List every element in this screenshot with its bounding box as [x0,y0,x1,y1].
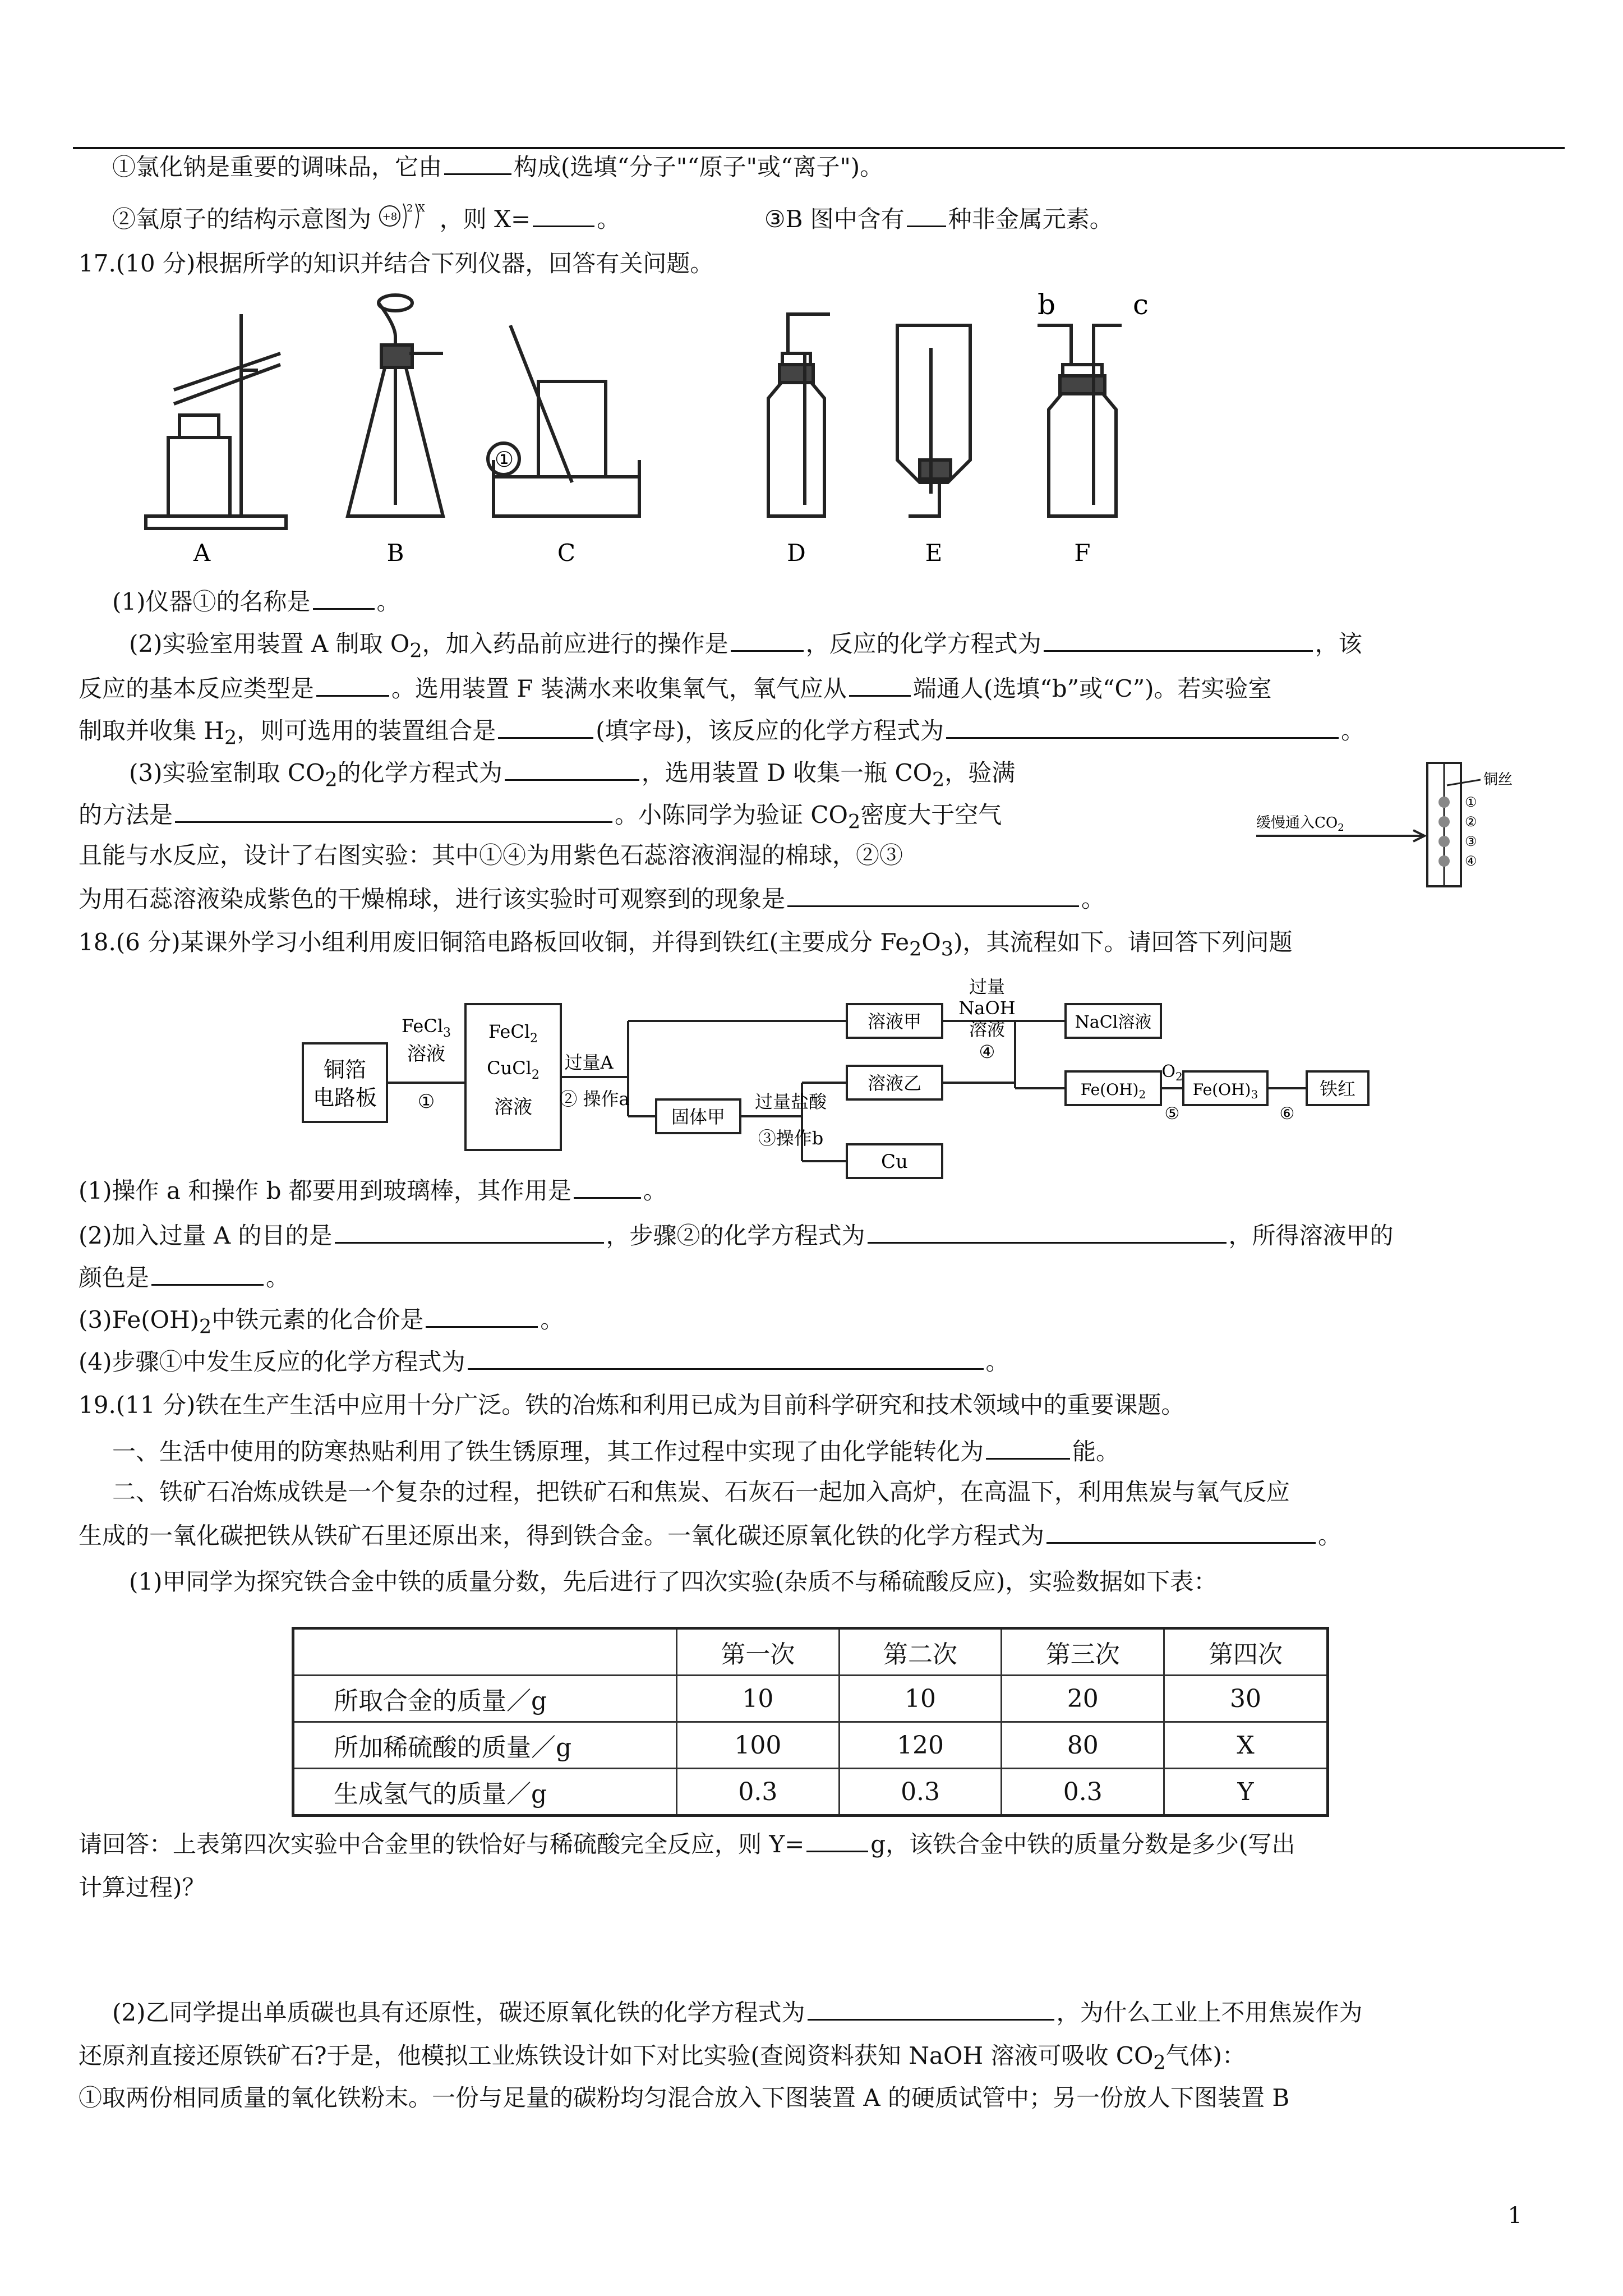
table-cell: 10 [677,1676,840,1722]
table-row [293,1676,1328,1722]
copper-wire-label: 铜丝 [1483,771,1513,788]
oxygen-shell-1: 2 [407,203,413,214]
cotton-mark-4: ④ [1465,853,1477,869]
table-cell: 80 [1002,1722,1164,1769]
q19-ask-line1: 请回答：上表第四次实验中合金里的铁恰好与稀硫酸完全反应，则 Y= g，该铁合金中铁的质量分数是多少(写出 [79,1826,1561,1861]
table-row-header: 所加稀硫酸的质量／g [293,1722,677,1769]
flow-naoh-2: NaOH [958,997,1016,1019]
flow-solution-jia: 溶液甲 [867,1011,922,1032]
cotton-mark-1: ① [1465,794,1477,810]
flow-mix-cucl2: CuCl$_2$ [487,1057,540,1082]
flow-step-3: ③操作b [758,1128,824,1149]
flow-excess-a: 过量A [564,1052,614,1073]
flow-solution-1: 溶液 [407,1043,445,1065]
q17-heading: 17.(10 分)根据所学的知识并结合下列仪器，回答有关问题。 [79,250,714,277]
q17-apparatus-figure [129,292,1166,578]
table-row-header: 生成氢气的质量／g [293,1769,677,1816]
q18-part1: (1)操作 a 和操作 b 都要用到玻璃棒，其作用是 。 [79,1172,1561,1208]
table-header-row [293,1628,1328,1676]
flow-cu: Cu [881,1151,908,1173]
table-header-cell: 第四次 [1164,1628,1328,1676]
experiment-data-table [292,1627,1329,1817]
table-row-header: 所取合金的质量／g [293,1676,677,1722]
table-cell: 20 [1002,1676,1164,1722]
co2-inlet-label: 缓慢通入$CO_2$ [1256,815,1344,834]
flow-step-2: ② 操作a [559,1088,630,1110]
apparatus-label-a: A [193,539,211,567]
q18-heading: 18.(6 分)某课外学习小组利用废旧铜箔电路板回收铜，并得到铁红(主要成分 $Fe_2O_3$)，其流程如下。请回答下列问题 [79,928,1293,961]
co2-cotton-figure [1245,752,1559,892]
q19-part2-line2: 还原剂直接还原铁矿石?于是，他模拟工业炼铁设计如下对比实验(查阅资料获知 NaOH 溶液可吸收 $CO_2$气体)： [79,2042,1246,2074]
q17-part3-line3: 且能与水反应，设计了右图实验：其中①④为用紫色石蕊溶液润湿的棉球，②③ [79,841,903,869]
apparatus-label-c: C [557,539,576,567]
port-b-label: b [1038,292,1056,321]
co2-tube-drawing [1245,752,1559,892]
flow-naoh-3: 溶液 [969,1019,1006,1040]
table-cell: 0.3 [1002,1769,1164,1816]
table-header-cell [293,1628,677,1676]
flow-mix-solution: 溶液 [494,1096,532,1119]
q19-heading: 19.(11 分)铁在生产生活中应用十分广泛。铁的冶炼和利用已成为目前科学研究和技术领域中的重要课题。 [79,1391,1185,1419]
q19-ask-line2: 计算过程)？ [79,1874,206,1901]
q19-section1: 一、生活中使用的防寒热贴利用了铁生锈原理，其工作过程中实现了由化学能转化为 能。 [112,1433,1561,1469]
q17-part3-line1: (3)实验室制取 $CO_2$的化学方程式为 ，选用装置 D 收集一瓶 $CO_2$，验满 [129,754,1174,797]
flow-board-2: 电路板 [312,1085,377,1110]
flow-solution-yi: 溶液乙 [867,1073,922,1094]
q17-part3-line2: 的方法是 。小陈同学为验证 $CO_2$密度大于空气 [79,797,1174,839]
flow-fecl3: FeCl$_3$ [401,1015,451,1040]
page-number: 1 [1507,2203,1522,2229]
flow-o2: $O_2$ [1161,1062,1183,1083]
flow-mix-fecl2: FeCl$_2$ [488,1021,538,1046]
port-c-label: c [1133,292,1149,321]
q17-part3-line4: 为用石蕊溶液染成紫色的干燥棉球，进行该实验时可观察到的现象是 。 [79,881,1561,916]
table-cell: 120 [839,1722,1002,1769]
flow-naoh-1: 过量 [969,976,1006,997]
flow-excess-hcl: 过量盐酸 [754,1091,827,1112]
flow-nacl: NaCl溶液 [1075,1013,1152,1032]
q19-part1: (1)甲同学为探究铁合金中铁的质量分数，先后进行了四次实验(杂质不与稀硫酸反应)，实验数据如下表： [129,1568,1218,1595]
table-cell: Y [1164,1769,1328,1816]
flow-tiehong: 铁红 [1319,1078,1356,1099]
q18-part4: (4)步骤①中发生反应的化学方程式为 。 [79,1343,1561,1379]
table-row [293,1769,1328,1816]
oxygen-atom-diagram [379,199,432,233]
q18-part2-line1: (2)加入过量 A 的目的是 ，步骤②的化学方程式为 ，所得溶液甲的 [79,1217,1561,1253]
q16-line-2: ②氧原子的结构示意图为 +8 2 X ，则 X= 。 ③B 图中含有 种非金属元素。 [112,199,1561,236]
instrument-1-marker: ① [495,447,514,472]
apparatus-label-f: F [1074,539,1091,567]
flow-feoh3: $Fe(OH)_3$ [1192,1080,1258,1101]
q19-part3: ①取两份相同质量的氧化铁粉末。一份与足量的碳粉均匀混合放入下图装置 A 的硬质试管中；另一份放人下图装置 B [79,2084,1290,2111]
table-cell: 100 [677,1722,840,1769]
table-header-cell: 第二次 [839,1628,1002,1676]
oxygen-nucleus-label: +8 [382,211,398,223]
q19-section2-line1: 二、铁矿石冶炼成铁是一个复杂的过程，把铁矿石和焦炭、石灰石一起加入高炉，在高温下，利用焦炭与氧气反应 [112,1478,1290,1506]
q17-part2-line2: 反应的基本反应类型是 。选用装置 F 装满水来收集氧气，氧气应从 端通人(选填“b”或“C”)。若实验室 [79,670,1561,706]
flow-step-1: ① [417,1091,435,1113]
table-cell: 30 [1164,1676,1328,1722]
table-header-cell: 第三次 [1002,1628,1164,1676]
apparatus-label-d: D [787,539,806,567]
apparatus-label-e: E [925,539,943,567]
q17-part2-line1: (2)实验室用装置 A 制取 $O_2$，加入药品前应进行的操作是 ，反应的化学方程式为 ，该 [129,625,1561,668]
apparatus-label-b: B [386,539,404,567]
table-cell: X [1164,1722,1328,1769]
flow-feoh2: $Fe(OH)_2$ [1080,1080,1146,1101]
cotton-mark-3: ③ [1465,834,1477,849]
table-cell: 0.3 [677,1769,840,1816]
flow-step-4: ④ [979,1041,995,1062]
q17-part1: (1)仪器①的名称是 。 [112,583,1561,619]
q19-section2-line2: 生成的一氧化碳把铁从铁矿石里还原出来，得到铁合金。一氧化碳还原氧化铁的化学方程式为 。 [79,1517,1561,1553]
table-cell: 0.3 [839,1769,1002,1816]
q19-part2-line1: (2)乙同学提出单质碳也具有还原性，碳还原氧化铁的化学方程式为 ，为什么工业上不用焦炭作为 [112,1994,1561,2030]
oxygen-shell-2: X [418,203,426,214]
q17-part2-line3: 制取并收集 $H_2$，则可选用的装置组合是 (填字母)，该反应的化学方程式为 。 [79,712,1561,754]
apparatus-drawing [129,292,1166,578]
table-header-cell: 第一次 [677,1628,840,1676]
flow-step-6: ⑥ [1279,1104,1295,1124]
q16-line-1: ①氯化钠是重要的调味品，它由 构成(选填“分子"“原子"或“离子")。 [112,149,1561,184]
flow-solid-jia: 固体甲 [671,1106,726,1128]
table-row [293,1722,1328,1769]
cotton-mark-2: ② [1465,814,1477,830]
table-cell: 10 [839,1676,1002,1722]
q18-part2-line2: 颜色是 。 [79,1259,1561,1295]
flow-board-1: 铜箔 [323,1057,367,1082]
q18-part3: $(3)Fe(OH)_2$中铁元素的化合价是 。 [79,1301,1561,1343]
flow-step-5: ⑤ [1164,1104,1180,1124]
